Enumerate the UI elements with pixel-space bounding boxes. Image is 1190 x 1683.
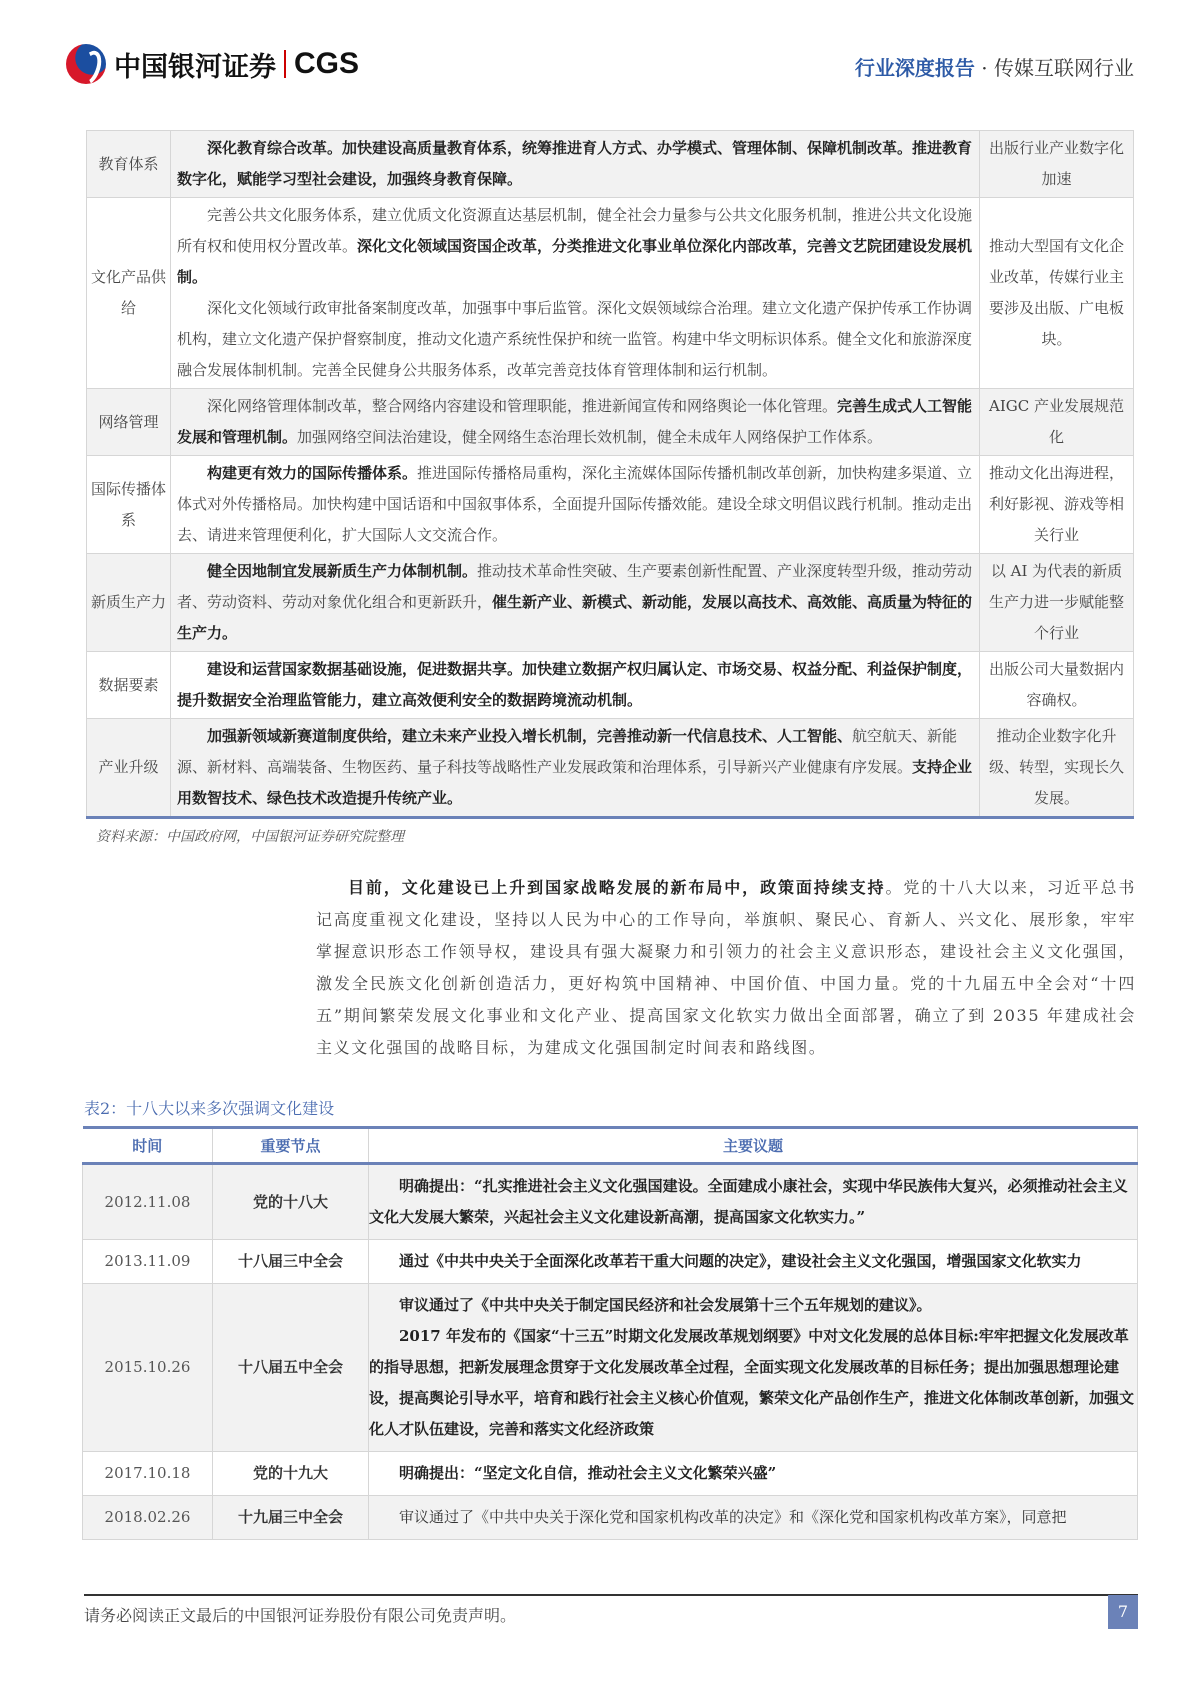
- row-node: 十八届五中全会: [213, 1284, 369, 1452]
- row-date: 2017.10.18: [83, 1452, 213, 1496]
- cell-paragraph: [177, 721, 973, 814]
- text-segment: 加强网络空间法治建设，健全网络生态治理长效机制，健全未成年人网络保护工作体系。: [297, 428, 883, 446]
- cell-paragraph: [369, 1171, 1137, 1233]
- culture-timeline-table: [82, 1126, 1138, 1540]
- table-row: [83, 1452, 1138, 1496]
- bold-text: 加强新领域新赛道制度供给，建立未来产业投入增长机制，完善推动新一代信息技术、人工智能、: [207, 727, 853, 745]
- row-impact: AIGC 产业发展规范化: [980, 389, 1134, 456]
- logo-en: CGS: [294, 47, 360, 80]
- cell-paragraph: [369, 1290, 1137, 1321]
- row-node: 十九届三中全会: [213, 1496, 369, 1540]
- text-segment: 完善公共文化服务体系，建立优质文化资源直达基层机制，健全社会力量参与公共文化服务机制，推进公共文化设施所有权和使用权分置改革。: [177, 206, 973, 255]
- row-date: 2018.02.26: [83, 1496, 213, 1540]
- cell-paragraph: [177, 654, 973, 716]
- table2-caption: 表2：十八大以来多次强调文化建设: [84, 1099, 335, 1118]
- body-paragraph: [316, 872, 1136, 1064]
- row-category: 国际传播体系: [87, 456, 171, 554]
- header-node: 重要节点: [213, 1128, 369, 1164]
- row-topic: [369, 1496, 1138, 1540]
- cell-paragraph: [177, 458, 973, 551]
- report-type: 行业深度报告: [854, 56, 975, 80]
- cell-paragraph: [369, 1458, 1137, 1489]
- header-topic: 主要议题: [369, 1128, 1138, 1164]
- bold-text: 明确提出：“扎实推进社会主义文化强国建设。全面建成小康社会，实现中华民族伟大复兴，必须推动社会主义文化大发展大繁荣，兴起社会主义文化建设新高潮，提高国家文化软实力。”: [369, 1177, 1128, 1226]
- row-content: [171, 389, 980, 456]
- cgs-logo-icon: [66, 44, 106, 84]
- policy-table: [86, 130, 1134, 819]
- row-impact: 出版行业产业数字化加速: [980, 131, 1134, 198]
- row-category: 产业升级: [87, 719, 171, 818]
- cell-paragraph: [369, 1246, 1137, 1277]
- bold-text: 催生新产业、新模式、新动能，发展以高技术、高效能、高质量为特征的生产力。: [177, 593, 973, 642]
- row-impact: 出版公司大量数据内容确权。: [980, 652, 1134, 719]
- row-topic: [369, 1240, 1138, 1284]
- bold-text: 通过《中共中央关于全面深化改革若干重大问题的决定》，建设社会主义文化强国，增强国家文化软实力: [399, 1252, 1082, 1270]
- bold-text: 建设和运营国家数据基础设施，促进数据共享。加快建立数据产权归属认定、市场交易、权益分配、利益保护制度，提升数据安全治理监管能力，建立高效便利安全的数据跨境流动机制。: [177, 660, 973, 709]
- bold-text: 2017 年发布的《国家“十三五”时期文化发展改革规划纲要》中对文化发展的总体目标:牢牢把握文化发展改革的指导思想，把新发展理念贯穿于文化发展改革全过程，全面实现文化发展改革的目标任务；提出加强思想理论建设，提高舆论引导水平，培育和践行社会主义核心价值观，繁荣文化产品创作生产，推进文化体制改革创新，加强文化人才队伍建设，完善和落实文化经济政策: [369, 1327, 1135, 1438]
- row-topic: [369, 1164, 1138, 1240]
- row-content: [171, 554, 980, 652]
- logo-cn: 中国银河证券: [114, 51, 276, 83]
- cell-paragraph: [177, 200, 973, 293]
- logo: [66, 44, 359, 84]
- table-row: [83, 1284, 1138, 1452]
- row-content: [171, 131, 980, 198]
- cell-paragraph: [369, 1502, 1137, 1533]
- table-row: [87, 719, 1134, 818]
- row-impact: 以 AI 为代表的新质生产力进一步赋能整个行业: [980, 554, 1134, 652]
- cell-paragraph: [177, 293, 973, 386]
- row-impact: 推动企业数字化升级、转型，实现长久发展。: [980, 719, 1134, 818]
- logo-divider: [284, 50, 286, 78]
- row-date: 2015.10.26: [83, 1284, 213, 1452]
- cell-paragraph: [177, 556, 973, 649]
- table-row: [87, 456, 1134, 554]
- row-category: 文化产品供给: [87, 198, 171, 389]
- text-segment: 推动技术革命性突破、生产要素创新性配置、产业深度转型升级，推动劳动者、劳动资料、劳动对象优化组合和更新跃升，: [177, 562, 973, 611]
- cell-paragraph: [177, 133, 973, 195]
- bold-text: 审议通过了《中共中央关于制定国民经济和社会发展第十三个五年规划的建议》。: [399, 1296, 932, 1314]
- table-row: [87, 554, 1134, 652]
- page-number: 7: [1108, 1595, 1138, 1629]
- cell-paragraph: [177, 391, 973, 453]
- table-row: [83, 1496, 1138, 1540]
- row-content: [171, 719, 980, 818]
- table-row: [87, 389, 1134, 456]
- row-node: 党的十八大: [213, 1164, 369, 1240]
- row-impact: 推动文化出海进程，利好影视、游戏等相关行业: [980, 456, 1134, 554]
- row-category: 教育体系: [87, 131, 171, 198]
- table-row: [83, 1164, 1138, 1240]
- text-segment: 推进国际传播格局重构，深化主流媒体国际传播机制改革创新，加快构建多渠道、立体式对外传播格局。加快构建中国话语和中国叙事体系，全面提升国际传播效能。建设全球文明倡议践行机制。推动走出去、请进来管理便利化，扩大国际人文交流合作。: [177, 464, 973, 544]
- row-category: 数据要素: [87, 652, 171, 719]
- bold-text: 健全因地制宜发展新质生产力体制机制。: [207, 562, 478, 580]
- header-date: 时间: [83, 1128, 213, 1164]
- header-dot: ·: [981, 56, 988, 80]
- bold-text: 支持企业用数智技术、绿色技术改造提升传统产业。: [177, 758, 973, 807]
- row-date: 2013.11.09: [83, 1240, 213, 1284]
- row-date: 2012.11.08: [83, 1164, 213, 1240]
- bold-text: 明确提出：“坚定文化自信，推动社会主义文化繁荣兴盛”: [399, 1464, 777, 1482]
- footer-disclaimer: 请务必阅读正文最后的中国银河证券股份有限公司免责声明。: [84, 1606, 517, 1625]
- text-segment: 审议通过了《中共中央关于深化党和国家机构改革的决定》和《深化党和国家机构改革方案》，同意把: [399, 1508, 1067, 1526]
- table-source: 资料来源：中国政府网，中国银河证券研究院整理: [96, 829, 404, 845]
- row-content: [171, 456, 980, 554]
- text-segment: 航空航天、新能源、新材料、高端装备、生物医药、量子科技等战略性产业发展政策和治理体系，引导新兴产业健康有序发展。: [177, 727, 958, 776]
- table-row: [87, 198, 1134, 389]
- table-row: [87, 131, 1134, 198]
- row-category: 网络管理: [87, 389, 171, 456]
- industry-name: 传媒互联网行业: [994, 56, 1134, 80]
- bold-text: 目前，文化建设已上升到国家战略发展的新布局中，政策面持续支持: [348, 878, 886, 897]
- report-header: [855, 52, 1134, 81]
- row-topic: [369, 1284, 1138, 1452]
- cell-paragraph: [369, 1321, 1137, 1445]
- row-node: 十八届三中全会: [213, 1240, 369, 1284]
- table-row: [83, 1240, 1138, 1284]
- row-topic: [369, 1452, 1138, 1496]
- row-content: [171, 198, 980, 389]
- text-segment: 深化网络管理体制改革，整合网络内容建设和管理职能，推进新闻宣传和网络舆论一体化管理。: [207, 397, 838, 415]
- bold-text: 构建更有效力的国际传播体系。: [207, 464, 418, 482]
- row-category: 新质生产力: [87, 554, 171, 652]
- text-segment: 。党的十八大以来，习近平总书记高度重视文化建设，坚持以人民为中心的工作导向，举旗帜、聚民心、育新人、兴文化、展形象，牢牢掌握意识形态工作领导权，建设具有强大凝聚力和引领力的社会主义意识形态，建设社会主义文化强国，激发全民族文化创新创造活力，更好构筑中国精神、中国价值、中国力量。党的十九届五中全会对“十四五”期间繁荣发展文化事业和文化产业、提高国家文化软实力做出全面部署，确立了到 2035 年建成社会主义文化强国的战略目标，为建成文化强国制定时间表和路线图。: [316, 878, 1136, 1057]
- bold-text: 深化文化领域国资国企改革，分类推进文化事业单位深化内部改革，完善文艺院团建设发展机制。: [177, 237, 973, 286]
- row-impact: 推动大型国有文化企业改革，传媒行业主要涉及出版、广电板块。: [980, 198, 1134, 389]
- text-segment: 深化文化领域行政审批备案制度改革，加强事中事后监管。深化文娱领域综合治理。建立文化遗产保护传承工作协调机构，建立文化遗产保护督察制度，推动文化遗产系统性保护和统一监管。构建中华文明标识体系。健全文化和旅游深度融合发展体制机制。完善全民健身公共服务体系，改革完善竞技体育管理体制和运行机制。: [177, 299, 973, 379]
- footer-divider: [84, 1594, 1138, 1596]
- row-node: 党的十九大: [213, 1452, 369, 1496]
- bold-text: 完善生成式人工智能发展和管理机制。: [177, 397, 973, 446]
- row-content: [171, 652, 980, 719]
- bold-text: 深化教育综合改革。加快建设高质量教育体系，统筹推进育人方式、办学模式、管理体制、保障机制改革。推进教育数字化，赋能学习型社会建设，加强终身教育保障。: [177, 139, 973, 188]
- table-row: [87, 652, 1134, 719]
